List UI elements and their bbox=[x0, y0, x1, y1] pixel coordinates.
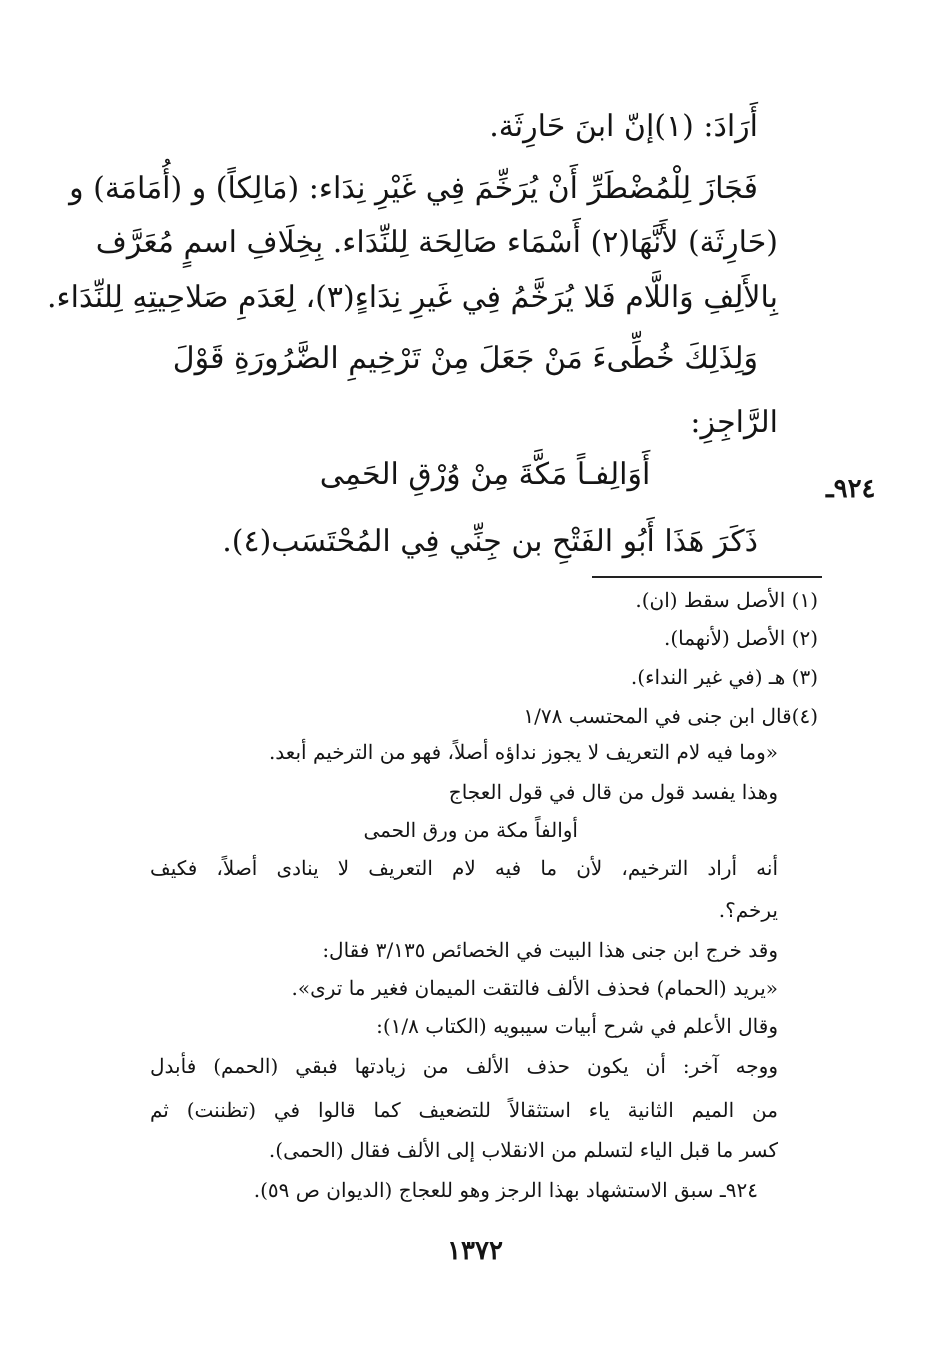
footnote-4-line-10: كسر ما قبل الياء لتسلم من الانقلاب إلى الألف فقال (الحمى). bbox=[268, 1138, 778, 1162]
footnote-separator bbox=[592, 576, 822, 578]
footnote-4-quote-line-3: أنه أراد الترخيم، لأن ما فيه لام التعريف لا ينادى أصلاً، فكيف bbox=[150, 856, 778, 880]
footnote-2: (٢) الأصل (لأنهما). bbox=[664, 626, 818, 650]
main-line-3: (حَارِثَة) لأَنَّهَا(٢) أَسْمَاء صَالِحَة لِلنِّدَاء. بِخِلَافِ اسمٍ مُعَرَّف bbox=[95, 225, 778, 260]
footnote-4-line-6: «يريد (الحمام) فحذف الألف فالتقت الميمان فغير ما ترى». bbox=[291, 976, 778, 1000]
footnote-3: (٣) هـ (في غير النداء). bbox=[630, 665, 818, 689]
footnote-4-quote-line-1: «وما فيه لام التعريف لا يجوز نداؤه أصلاً، فهو من الترخيم أبعد. bbox=[268, 740, 778, 764]
footnote-verse-924: ٩٢٤ـ سبق الاستشهاد بهذا الرجز وهو للعجاج (الديوان ص ٥٩). bbox=[253, 1178, 758, 1202]
main-line-5: وَلِذَلِكَ خُطِّىءَ مَنْ جَعَلَ مِنْ تَرْخِيمِ الضَّرُورَةِ قَوْلَ bbox=[172, 341, 758, 376]
main-line-7: ذَكَرَ هَذَا أَبُو الفَتْحِ بن جِنِّي فِي المُحْتَسَب(٤). bbox=[222, 524, 758, 559]
main-line-4: بِالأَلِفِ وَاللَّام فَلا يُرَخَّمُ فِي غَيرِ نِدَاءٍ(٣)، لِعَدَمِ صَلاحِيتِهِ لِلنِّدَاء. bbox=[46, 280, 778, 315]
main-line-6: الرَّاجِزِ: bbox=[690, 405, 778, 440]
verse-line: أَوَالِفـاً مَكَّةَ مِنْ وُرْقِ الحَمِى bbox=[319, 457, 651, 492]
verse-number-marker: ٩٢٤ـ bbox=[826, 474, 876, 504]
footnote-4-line-7: وقال الأعلم في شرح أبيات سيبويه (الكتاب ١/٨): bbox=[376, 1014, 778, 1038]
page-number: ١٣٧٢ bbox=[447, 1236, 503, 1266]
footnote-4: (٤)قال ابن جنى في المحتسب ١/٧٨ bbox=[523, 704, 818, 728]
footnote-4-line-8: ووجه آخر: أن يكون حذف الألف من زيادتها فبقي (الحمم) فأبدل bbox=[150, 1054, 778, 1078]
footnote-4-quote-line-2: وهذا يفسد قول من قال في قول العجاج bbox=[448, 780, 778, 804]
footnote-4-verse: أوالفاً مكة من ورق الحمى bbox=[363, 818, 578, 842]
footnote-1: (١) الأصل سقط (ان). bbox=[635, 588, 818, 612]
footnote-4-line-5: وقد خرج ابن جنى هذا البيت في الخصائص ٣/١٣٥ فقال: bbox=[322, 938, 778, 962]
footnote-4-quote-line-4: يرخم؟. bbox=[718, 898, 778, 922]
footnote-4-line-9: من الميم الثانية ياء استثقالاً للتضعيف كما قالوا في (تظننت) ثم bbox=[150, 1098, 778, 1122]
main-line-2: فَجَازَ لِلْمُضْطَرِّ أَنْ يُرَخِّمَ فِي غَيْرِ نِدَاء: (مَالِكاً) و (أُمَامَة) و bbox=[69, 171, 758, 206]
main-line-1: أَرَادَ: (١)إنّ ابنَ حَارِثَة. bbox=[489, 109, 758, 144]
